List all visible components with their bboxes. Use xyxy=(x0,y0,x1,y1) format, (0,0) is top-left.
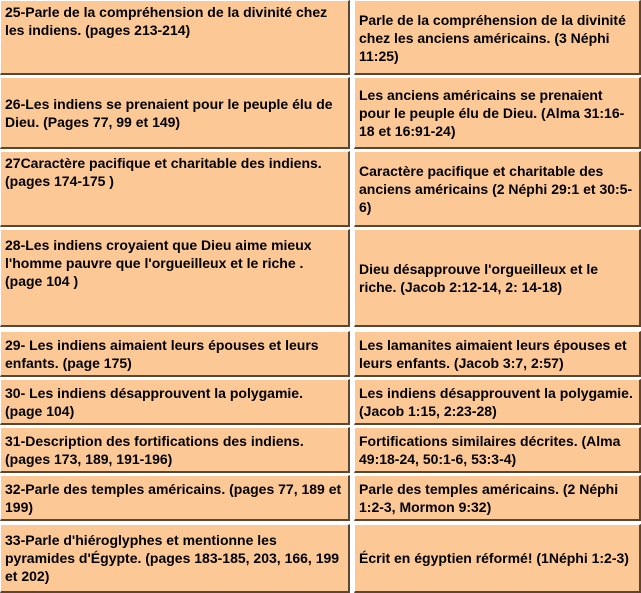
row-30-left-text: 30- Les indiens désapprouvent la polygamie. (page 104) xyxy=(5,384,303,419)
row-26-left-text: 26-Les indiens se prenaient pour le peuple élu de Dieu. (Pages 77, 99 et 149) xyxy=(5,95,333,130)
row-31-right-cell xyxy=(354,427,641,473)
row-33-left-cell xyxy=(0,524,350,593)
row-31-left-text: 31-Description des fortifications des indiens. (pages 173, 189, 191-196) xyxy=(5,432,304,467)
row-29-right-cell xyxy=(354,331,641,377)
row-28-left-text: 28-Les indiens croyaient que Dieu aime mieux l'homme pauvre que l'orgueilleux et le riche . (page 104 ) xyxy=(5,237,312,289)
row-27-left-cell xyxy=(0,151,350,227)
row-26-right-cell xyxy=(354,77,641,149)
row-30-left-cell xyxy=(0,379,350,425)
row-29-right-text: Les lamanites aimaient leurs épouses et leurs enfants. (Jacob 3:7, 2:57) xyxy=(359,336,627,371)
row-33-right-cell xyxy=(354,524,641,593)
row-26-left-cell xyxy=(0,77,350,149)
row-31-left-cell xyxy=(0,427,350,473)
row-30-right-text: Les indiens désapprouvent la polygamie. (Jacob 1:15, 2:23-28) xyxy=(359,384,633,419)
row-25-right-cell xyxy=(354,0,641,75)
row-31-right-text: Fortifications similaires décrites. (Alma 49:18-24, 50:1-6, 53:3-4) xyxy=(359,432,621,467)
row-30-right-cell xyxy=(354,379,641,425)
row-25-left-text: 25-Parle de la compréhension de la divinité chez les indiens. (pages 213-214) xyxy=(5,4,328,38)
row-33-right-text: Écrit en égyptien réformé! (1Néphi 1:2-3) xyxy=(359,550,629,566)
row-33-left-text: 33-Parle d'hiéroglyphes et mentionne les pyramides d'Égypte. (pages 183-185, 203, 166, 199 et 202) xyxy=(5,532,340,584)
row-32-left-text: 32-Parle des temples américains. (pages 77, 189 et 199) xyxy=(5,480,342,515)
row-26-right-text: Les anciens américains se prenaient pour le peuple élu de Dieu. (Alma 31:16-18 et 16:91-24) xyxy=(359,86,625,139)
row-27-right-cell xyxy=(354,151,641,227)
row-27-left-text: 27Caractère pacifique et charitable des indiens. (pages 174-175 ) xyxy=(5,155,322,189)
row-25-right-text: Parle de la compréhension de la divinité chez les anciens américains. (3 Néphi 11:25) xyxy=(359,12,626,64)
row-32-right-cell xyxy=(354,475,641,521)
row-28-left-cell xyxy=(0,229,350,327)
row-25-left-cell xyxy=(0,0,350,75)
row-28-right-cell xyxy=(354,229,641,327)
row-27-right-text: Caractère pacifique et charitable des anciens américains (2 Néphi 29:1 et 30:5-6) xyxy=(359,162,633,215)
row-29-left-cell xyxy=(0,331,350,377)
row-32-left-cell xyxy=(0,475,350,521)
row-32-right-text: Parle des temples américains. (2 Néphi 1:2-3, Mormon 9:32) xyxy=(359,480,619,515)
row-28-right-text: Dieu désapprouve l'orgueilleux et le riche. (Jacob 2:12-14, 2: 14-18) xyxy=(359,260,599,295)
row-29-left-text: 29- Les indiens aimaient leurs épouses et leurs enfants. (page 175) xyxy=(5,336,319,371)
